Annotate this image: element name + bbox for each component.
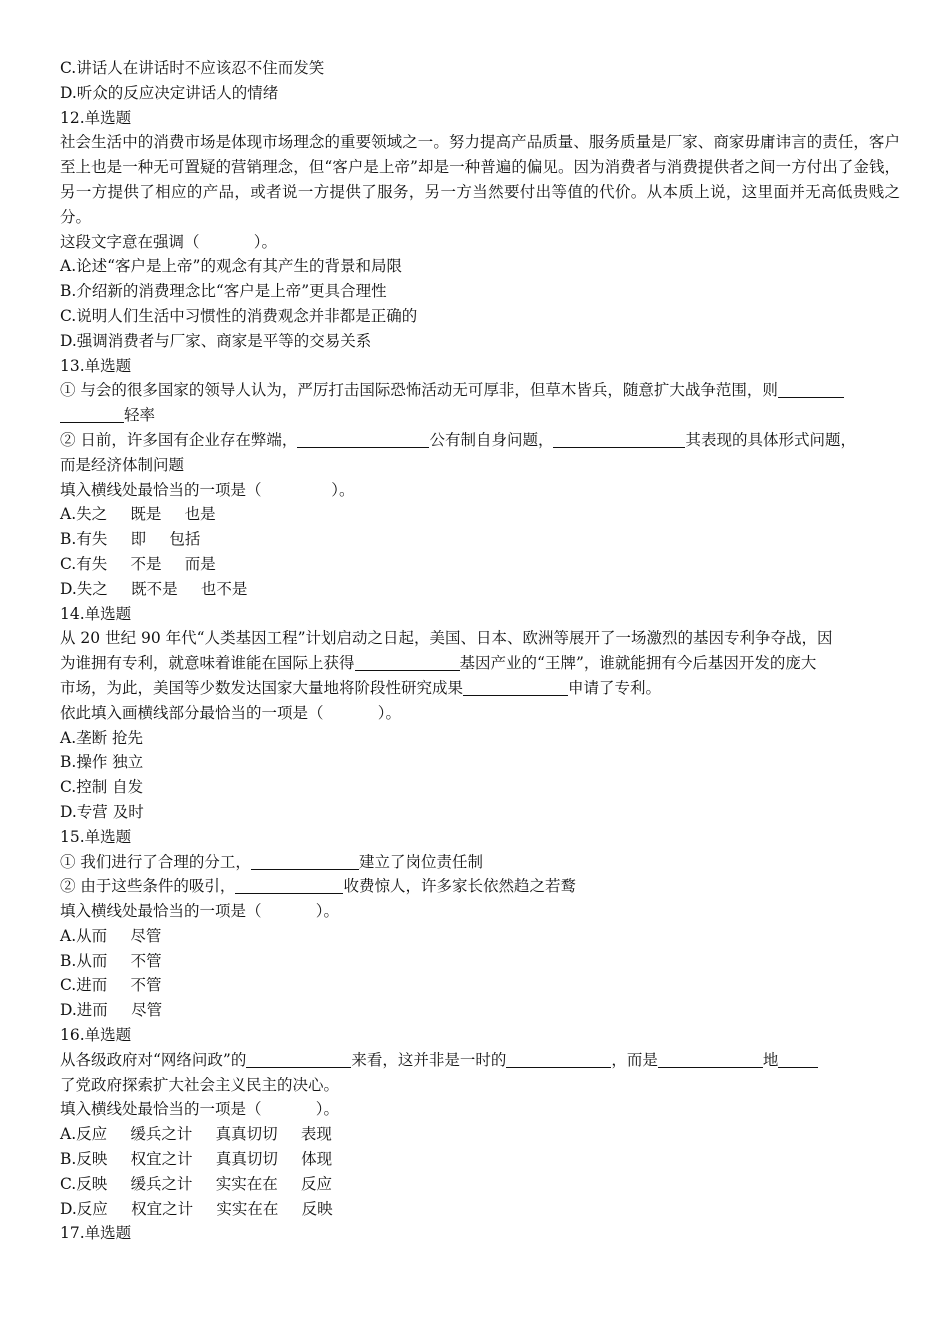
q15-header: 15.单选题 (60, 827, 132, 846)
q13-a-w1: A.失之 (60, 505, 108, 524)
q16-c-w4: 反应 (301, 1174, 333, 1193)
q13-question-text: 填入横线处最恰当的一项是（ (60, 480, 262, 499)
q16-b-w2: 权宜之计 (130, 1150, 193, 1169)
q16-b-w1: B.反映 (60, 1150, 108, 1169)
q13-header: 13.单选题 (60, 356, 132, 375)
q16-question (60, 1097, 900, 1122)
q16-l1-text-b: 来看，这并非是一时的 (351, 1050, 507, 1069)
q13-question (60, 478, 900, 503)
q16-c-w2: 缓兵之计 (130, 1174, 193, 1193)
q16-c-w3: 实实在在 (215, 1174, 278, 1193)
q12-option-d[interactable]: D.强调消费者与厂家、商家是平等的交易关系 (60, 331, 372, 350)
q14-question-end: ）。 (377, 703, 402, 722)
q13-d-w2: 既不是 (131, 579, 178, 598)
q13-a-w2: 既是 (130, 505, 162, 524)
q13-c-w2: 不是 (130, 554, 162, 573)
q16-blank-1 (246, 1050, 351, 1068)
q13-blank-1b (60, 405, 124, 423)
q16-line-2: 了党政府探索扩大社会主义民主的决心。 (60, 1075, 340, 1094)
q14-blank-1 (355, 653, 460, 671)
q16-d-w1: D.反应 (60, 1199, 108, 1218)
q13-s2-text-b: 公有制自身问题， (429, 430, 554, 449)
q16-c-w1: C.反映 (60, 1174, 108, 1193)
q13-sentence-2 (60, 428, 900, 453)
q16-l1-text-c: ，而是 (611, 1050, 658, 1069)
q16-option-c[interactable] (60, 1172, 900, 1197)
q16-a-w2: 缓兵之计 (130, 1125, 193, 1144)
q13-s1-end: 轻率 (124, 406, 156, 425)
q13-blank-1a (778, 380, 844, 398)
q15-option-a[interactable] (60, 924, 900, 949)
q16-l1-text-d: 地 (762, 1050, 779, 1069)
q15-c-w1: C.进而 (60, 976, 108, 995)
q13-option-a[interactable] (60, 502, 900, 527)
q13-b-w3: 包括 (169, 530, 201, 549)
q16-d-w2: 权宜之计 (131, 1199, 194, 1218)
q15-option-d[interactable] (60, 998, 900, 1023)
q15-b-w1: B.从而 (60, 951, 108, 970)
q16-option-a[interactable] (60, 1122, 900, 1147)
q13-b-w1: B.有失 (60, 530, 108, 549)
q13-d-w3: 也不是 (200, 579, 248, 598)
q11-option-d[interactable]: D.听众的反应决定讲话人的情绪 (60, 83, 279, 102)
q11-option-c[interactable]: C.讲话人在讲话时不应该忍不住而发笑 (60, 59, 325, 77)
q15-d-w1: D.进而 (60, 1001, 108, 1020)
q13-a-w3: 也是 (184, 505, 216, 524)
q15-s1-text: ① 我们进行了合理的分工， (60, 852, 251, 871)
q13-blank-2 (297, 430, 429, 448)
q15-a-w1: A.从而 (60, 926, 108, 945)
q12-question-text: 这段文字意在强调（ (60, 232, 200, 251)
q16-question-end: ）。 (315, 1100, 340, 1119)
q16-blank-4 (778, 1050, 818, 1068)
q16-d-w4: 反映 (301, 1199, 333, 1218)
q14-line-2 (60, 651, 900, 676)
q16-option-d[interactable] (60, 1197, 900, 1222)
q16-header: 16.单选题 (60, 1026, 132, 1045)
q14-option-c[interactable]: C.控制 自发 (60, 778, 144, 797)
q16-a-w1: A.反应 (60, 1125, 108, 1144)
q14-l2-text-b: 基因产业的“王牌”，谁就能拥有今后基因开发的庞大 (459, 654, 817, 673)
q16-b-w4: 体现 (301, 1150, 333, 1169)
q15-d-w2: 尽管 (131, 1001, 163, 1020)
q13-s2-text-a: ② 日前，许多国有企业存在弊端， (60, 430, 298, 449)
q16-blank-3 (658, 1050, 763, 1068)
q13-option-d[interactable] (60, 577, 900, 602)
q15-s1-end: 建立了岗位责任制 (358, 852, 483, 871)
q13-s1-text: ① 与会的很多国家的领导人认为，严厉打击国际恐怖活动无可厚非，但草木皆兵，随意扩大战争范围，则 (60, 381, 778, 400)
q15-sentence-2 (60, 874, 900, 899)
q14-line-3 (60, 676, 900, 701)
q14-line-1: 从 20 世纪 90 年代“人类基因工程”计划启动之日起，美国、日本、欧洲等展开了一场激烈的基因专利争夺战，因 (60, 629, 833, 648)
q15-blank-1 (251, 852, 359, 870)
q15-s2-end: 收费惊人，许多家长依然趋之若鹜 (343, 877, 576, 896)
q15-blank-2 (235, 876, 343, 894)
q12-option-a[interactable]: A.论述“客户是上帝”的观念有其产生的背景和局限 (60, 257, 402, 276)
q14-question (60, 701, 900, 726)
q15-s2-text: ② 由于这些条件的吸引， (60, 877, 236, 896)
q14-l3-text-a: 市场，为此，美国等少数发达国家大量地将阶段性研究成果 (60, 678, 464, 697)
q13-c-w1: C.有失 (60, 554, 108, 573)
q16-a-w3: 真真切切 (215, 1125, 278, 1144)
q14-blank-2 (463, 678, 568, 696)
q13-option-c[interactable] (60, 552, 900, 577)
q14-header: 14.单选题 (60, 604, 132, 623)
document-page (60, 56, 900, 1246)
q12-header: 12.单选题 (60, 108, 132, 127)
q15-sentence-1 (60, 850, 900, 875)
q13-blank-3 (553, 430, 685, 448)
q13-option-b[interactable] (60, 527, 900, 552)
q13-sentence-1 (60, 378, 900, 403)
q15-question-text: 填入横线处最恰当的一项是（ (60, 902, 262, 921)
q12-passage: 社会生活中的消费市场是体现市场理念的重要领域之一。努力提高产品质量、服务质量是厂家、商家毋庸讳言的责任，客户至上也是一种无可置疑的营销理念，但“客户是上帝”却是一种普遍的偏见。因为消费者与消费提供者之间一方付出了金钱，另一方提供了相应的产品，或者说一方提供了服务，另一方当然要付出等值的代价。从本质上说，这里面并无高低贵贱之分。 (60, 133, 900, 226)
q15-a-w2: 尽管 (130, 926, 162, 945)
q12-option-c[interactable]: C.说明人们生活中习惯性的消费观念并非都是正确的 (60, 306, 418, 325)
q14-option-b[interactable]: B.操作 独立 (60, 753, 144, 772)
q13-question-end: ）。 (331, 480, 355, 499)
q15-option-b[interactable] (60, 949, 900, 974)
q14-l3-text-b: 申请了专利。 (568, 678, 662, 697)
q16-line-1 (60, 1048, 900, 1073)
q14-l2-text-a: 为谁拥有专利，就意味着谁能在国际上获得 (60, 654, 355, 673)
q13-c-w3: 而是 (184, 554, 216, 573)
q15-c-w2: 不管 (130, 976, 162, 995)
q16-a-w4: 表现 (300, 1125, 332, 1144)
q12-question-end: ）。 (253, 232, 278, 251)
q13-b-w2: 即 (130, 530, 147, 549)
q16-question-text: 填入横线处最恰当的一项是（ (60, 1100, 262, 1119)
q13-sentence-1-cont (60, 403, 900, 428)
q12-option-b[interactable]: B.介绍新的消费理念比“客户是上帝”更具合理性 (60, 282, 387, 301)
q15-b-w2: 不管 (130, 951, 162, 970)
q14-option-d[interactable]: D.专营 及时 (60, 802, 144, 821)
q15-option-c[interactable] (60, 973, 900, 998)
q14-option-a[interactable]: A.垄断 抢先 (60, 728, 144, 747)
q15-question (60, 899, 900, 924)
q16-l1-text-a: 从各级政府对“网络问政”的 (60, 1050, 247, 1069)
q17-header: 17.单选题 (60, 1224, 132, 1243)
q13-d-w1: D.失之 (60, 579, 108, 598)
q14-question-text: 依此填入画横线部分最恰当的一项是（ (60, 703, 324, 722)
q13-s2-text-c: 其表现的具体形式问题， (685, 430, 856, 449)
q15-question-end: ）。 (315, 902, 340, 921)
q16-b-w3: 真真切切 (215, 1150, 278, 1169)
q16-blank-2 (506, 1050, 611, 1068)
q16-d-w3: 实实在在 (216, 1199, 279, 1218)
q13-sentence-2-cont: 而是经济体制问题 (60, 455, 185, 474)
q16-option-b[interactable] (60, 1147, 900, 1172)
q12-question (60, 230, 900, 255)
